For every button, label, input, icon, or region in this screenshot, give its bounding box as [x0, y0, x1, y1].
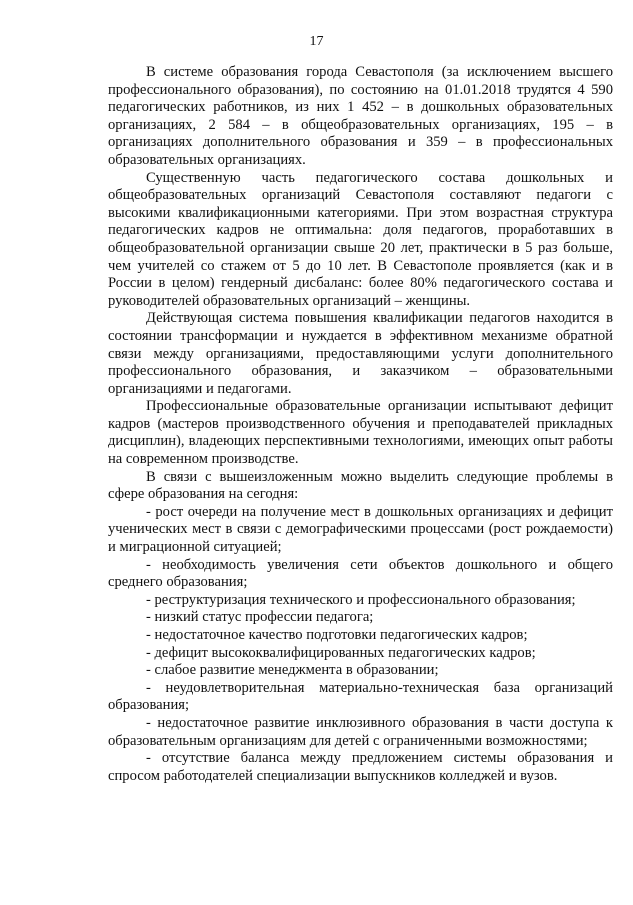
paragraph-qualification-system: Действующая система повышения квалификации педагогов находится в состоянии трансформации и нуждается в эффективном механизме обратной связи между организациями, предоставляющими услуги дополнительного профессионального образования, и заказчиком – образовательными организациями и педагогами. — [108, 310, 613, 397]
paragraph-problems-intro: В связи с вышеизложенным можно выделить следующие проблемы в сфере образования на сегодня: — [108, 468, 613, 503]
list-item: - рост очереди на получение мест в дошкольных организациях и дефицит ученических мест в связи с демографическими процессами (рост рождаемости) и миграционной ситуацией; — [108, 503, 613, 556]
document-body — [108, 64, 613, 785]
list-item: - необходимость увеличения сети объектов дошкольного и общего среднего образования; — [108, 556, 613, 591]
list-item: - недостаточное качество подготовки педагогических кадров; — [146, 627, 528, 643]
list-item: - слабое развитие менеджмента в образовании; — [146, 662, 439, 679]
list-item: - недостаточное развитие инклюзивного образования в части доступа к образовательным организациям для детей с ограниченными возможностями; — [108, 714, 613, 749]
list-item: - отсутствие баланса между предложением системы образования и спросом работодателей специализации выпускников колледжей и вузов. — [108, 750, 613, 784]
list-item: - реструктуризация технического и профессионального образования; — [146, 591, 576, 608]
page-number: 17 — [309, 34, 324, 49]
problems-list — [108, 504, 613, 786]
list-item: - низкий статус профессии педагога; — [146, 609, 374, 626]
paragraph-staff-statistics: В системе образования города Севастополя (за исключением высшего профессионального образования), по состоянию на 01.01.2018 трудятся 4 590 педагогических работников, из них 1 452 – в дошкольных образовательных организациях, 2 584 – в общеобразовательных организациях, 195 – в организациях дополнительного образования и 359 – в профессиональных образовательных организациях. — [108, 64, 613, 168]
paragraph-staff-structure: Существенную часть педагогического состава дошкольных и общеобразовательных организаций Севастополя составляют педагоги с высокими квалификационными категориями. При этом возрастная структура педагогических кадров не оптимальна: доля педагогов, проработавших в общеобразовательной организации свыше 20 лет, практически в 5 раз больше, чем учителей со стажем от 5 до 10 лет. В Севастополе проявляется (как и в России в целом) гендерный дисбаланс: более 80% педагогического состава и руководителей образовательных организаций – женщины. — [108, 169, 613, 309]
list-item: - дефицит высококвалифицированных педагогических кадров; — [146, 644, 536, 661]
paragraph-vocational-deficit: Профессиональные образовательные организации испытывают дефицит кадров (мастеров производственного обучения и преподавателей прикладных дисциплин), владеющих перспективными технологиями, имеющих опыт работы на современном производстве. — [108, 398, 613, 468]
list-item: - неудовлетворительная материально-техническая база организаций образования; — [108, 679, 613, 714]
